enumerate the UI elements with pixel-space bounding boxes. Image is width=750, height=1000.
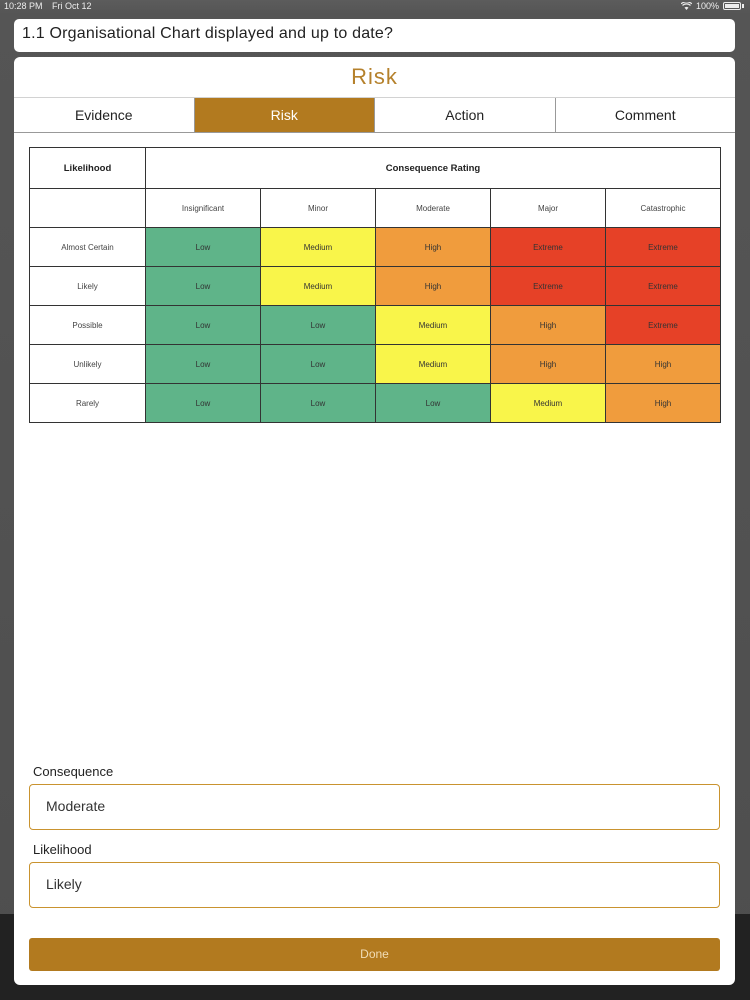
matrix-row (30, 306, 721, 345)
likelihood-level-label: Rarely (30, 384, 146, 423)
tab-action[interactable]: Action (375, 98, 556, 132)
status-bar (0, 0, 750, 14)
wifi-icon (681, 2, 692, 10)
risk-cell-medium[interactable]: Medium (376, 345, 491, 384)
risk-cell-extreme[interactable]: Extreme (491, 228, 606, 267)
risk-cell-high[interactable]: High (376, 267, 491, 306)
risk-cell-low[interactable]: Low (261, 306, 376, 345)
consequence-label: Consequence (33, 764, 114, 779)
risk-cell-medium[interactable]: Medium (376, 306, 491, 345)
risk-cell-high[interactable]: High (491, 345, 606, 384)
risk-cell-high[interactable]: High (376, 228, 491, 267)
risk-cell-low[interactable]: Low (146, 267, 261, 306)
risk-cell-medium[interactable]: Medium (261, 267, 376, 306)
risk-matrix (29, 147, 721, 423)
consequence-level-header: Insignificant (146, 189, 261, 228)
battery-icon (723, 2, 741, 10)
risk-cell-low[interactable]: Low (261, 384, 376, 423)
tab-evidence[interactable]: Evidence (14, 98, 195, 132)
risk-cell-low[interactable]: Low (146, 306, 261, 345)
risk-modal (14, 57, 735, 985)
likelihood-header: Likelihood (30, 148, 146, 189)
tab-risk[interactable]: Risk (195, 98, 376, 132)
consequence-level-header: Catastrophic (606, 189, 721, 228)
matrix-corner-cell (30, 189, 146, 228)
likelihood-field[interactable]: Likely (29, 862, 720, 908)
risk-cell-high[interactable]: High (606, 384, 721, 423)
tab-bar (14, 98, 735, 133)
likelihood-level-label: Likely (30, 267, 146, 306)
risk-cell-low[interactable]: Low (376, 384, 491, 423)
battery-percent: 100% (695, 1, 719, 11)
consequence-rating-header: Consequence Rating (146, 148, 721, 189)
risk-cell-extreme[interactable]: Extreme (606, 228, 721, 267)
status-date: Fri Oct 12 (52, 1, 92, 11)
matrix-row (30, 267, 721, 306)
likelihood-label: Likelihood (33, 842, 92, 857)
risk-cell-low[interactable]: Low (261, 345, 376, 384)
risk-cell-low[interactable]: Low (146, 228, 261, 267)
status-indicators (681, 1, 744, 11)
consequence-level-header: Major (491, 189, 606, 228)
risk-cell-low[interactable]: Low (146, 345, 261, 384)
risk-cell-high[interactable]: High (491, 306, 606, 345)
consequence-level-header: Moderate (376, 189, 491, 228)
done-button[interactable]: Done (29, 938, 720, 971)
risk-cell-medium[interactable]: Medium (261, 228, 376, 267)
matrix-row (30, 384, 721, 423)
likelihood-level-label: Possible (30, 306, 146, 345)
question-title: 1.1 Organisational Chart displayed and up to date? (14, 19, 735, 52)
risk-cell-extreme[interactable]: Extreme (606, 306, 721, 345)
modal-title: Risk (14, 57, 735, 98)
status-time: 10:28 PM (4, 1, 43, 11)
risk-cell-extreme[interactable]: Extreme (606, 267, 721, 306)
risk-cell-high[interactable]: High (606, 345, 721, 384)
consequence-field[interactable]: Moderate (29, 784, 720, 830)
risk-cell-low[interactable]: Low (146, 384, 261, 423)
risk-cell-medium[interactable]: Medium (491, 384, 606, 423)
risk-cell-extreme[interactable]: Extreme (491, 267, 606, 306)
consequence-level-header: Minor (261, 189, 376, 228)
likelihood-level-label: Unlikely (30, 345, 146, 384)
matrix-row (30, 228, 721, 267)
matrix-row (30, 345, 721, 384)
likelihood-level-label: Almost Certain (30, 228, 146, 267)
tab-comment[interactable]: Comment (614, 107, 676, 123)
